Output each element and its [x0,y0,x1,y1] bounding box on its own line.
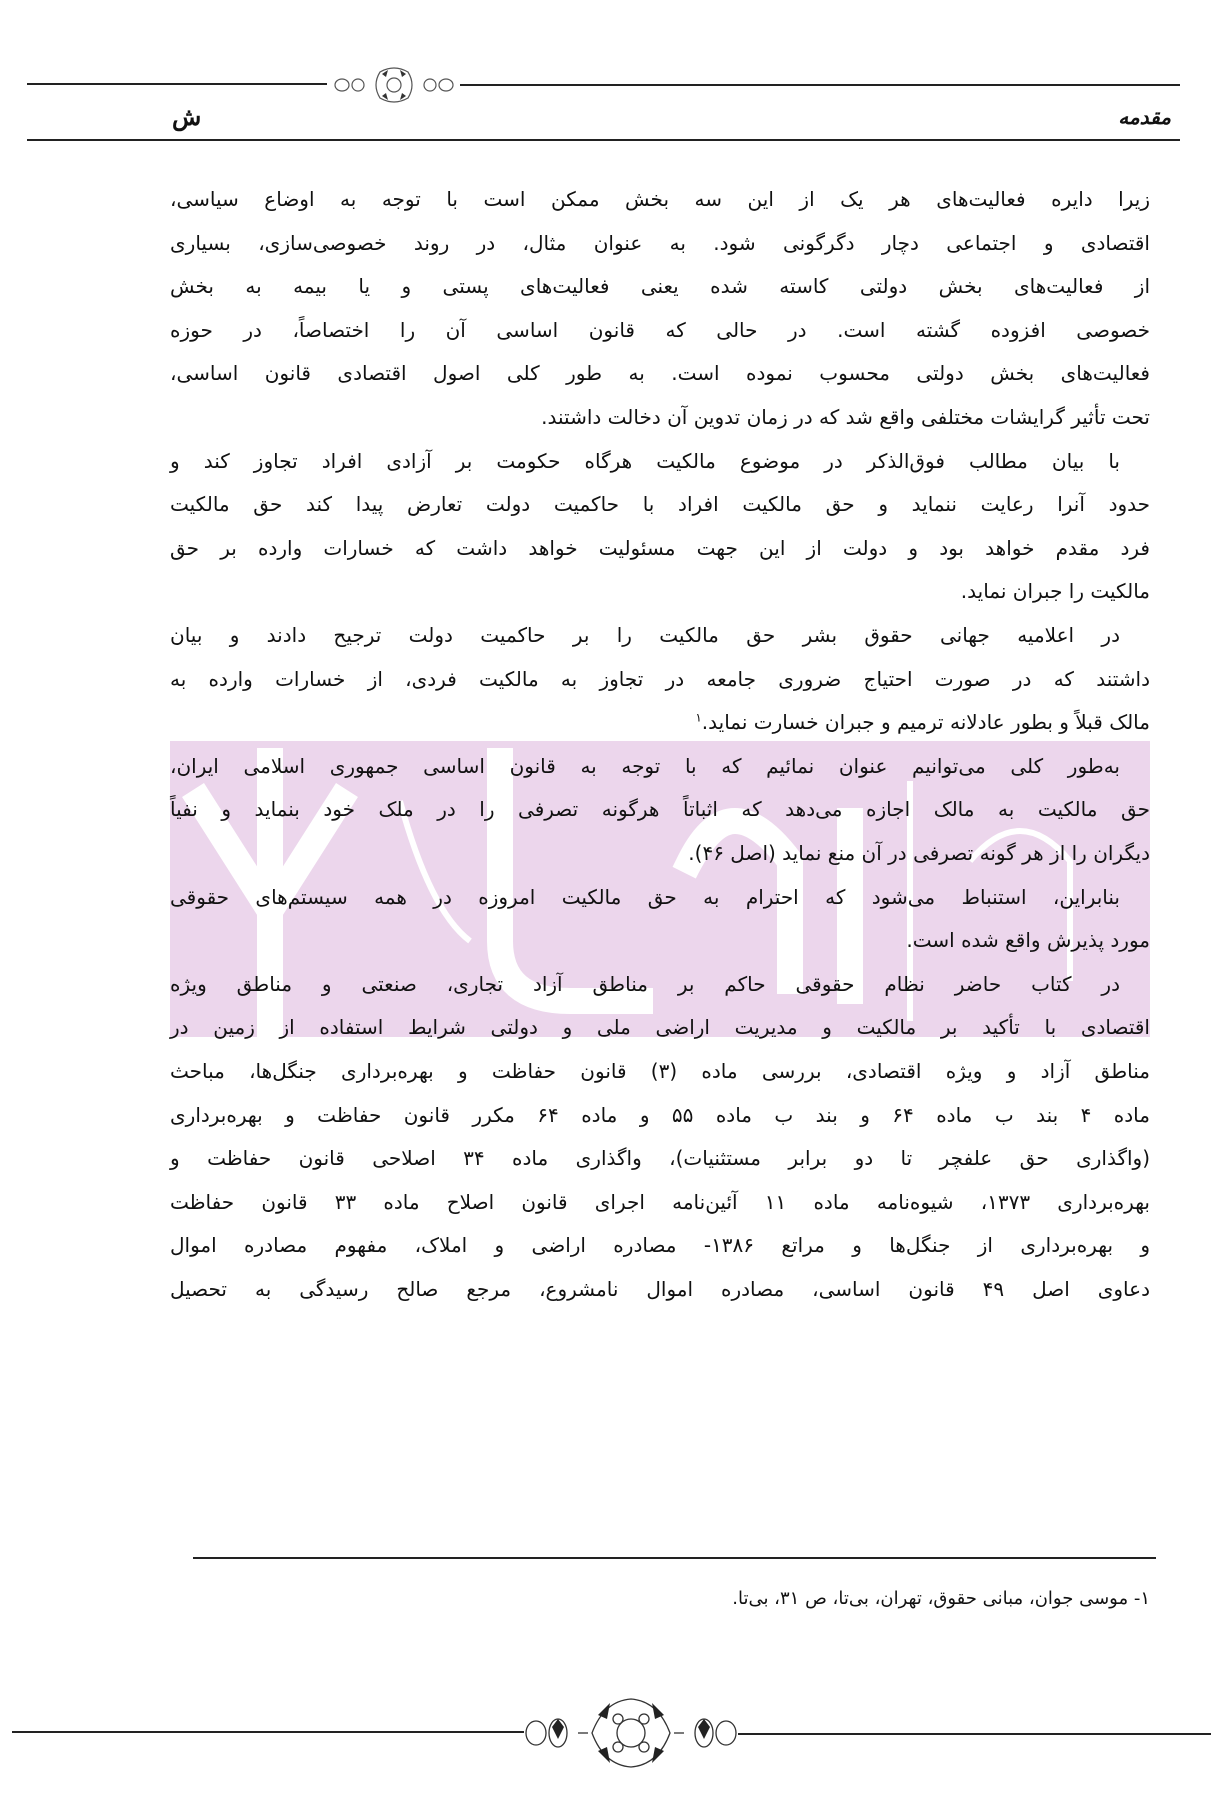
line-text: با بیان مطالب فوق‌الذکر در موضوع مالکیت هرگاه حکومت بر آزادی افراد تجاوز کند و [170,448,1120,473]
line-text: فعالیت‌های بخش دولتی محسوب نموده است. به طور کلی اصول اقتصادی قانون اساسی، [170,361,1150,386]
text-line [170,221,1150,265]
line-text: اقتصادی با تأکید بر مالکیت و مدیریت اراضی ملی و دولتی شرایط استفاده از زمین در [170,1015,1150,1040]
text-line [170,1136,1150,1180]
text-line [170,613,1150,657]
footer-ornament-icon [522,1695,740,1771]
line-text: در کتاب حاضر نظام حقوقی حاکم بر مناطق آزاد تجاری، صنعتی و مناطق ویژه [170,971,1120,996]
text-line [170,831,1150,875]
footnote-reference[interactable]: ۱ [695,710,702,725]
line-text: مالک قبلاً و بطور عادلانه ترمیم و جبران خسارت نماید. [701,710,1150,735]
text-line [170,308,1150,352]
text-line [170,787,1150,831]
text-line [170,482,1150,526]
text-line [170,1049,1150,1093]
line-text: بهره‌برداری ۱۳۷۳، شیوه‌نامه ماده ۱۱ آئین‌نامه اجرای قانون اصلاح ماده ۳۳ قانون حفاظت [170,1189,1150,1214]
text-line [170,1223,1150,1267]
text-line [170,569,1150,613]
line-text: در اعلامیه جهانی حقوق بشر حق مالکیت را بر حاکمیت دولت ترجیح دادند و بیان [170,623,1120,647]
page-letter: ش [172,102,202,131]
line-text: (واگذاری حق علفچر تا دو برابر مستثنیات)، واگذاری ماده ۳۴ اصلاحی قانون حفاظت و [170,1146,1150,1171]
text-line [170,962,1150,1006]
line-text: حق مالکیت به مالک اجازه می‌دهد که اثباتاً هرگونه تصرفی را در ملک خود بنماید و نفیاً [170,797,1150,822]
line-text: بنابراین، استنباط می‌شود که احترام به حق مالکیت امروزه در همه سیستم‌های حقوقی [170,884,1120,909]
line-text: داشتند که در صورت احتیاج ضروری جامعه در تجاوز به مالکیت فردی، از خسارات وارده به [170,666,1150,691]
line-text: زیرا دایره فعالیت‌های هر یک از این سه بخش ممکن است با توجه به اوضاع سیاسی، [170,187,1150,211]
line-text: دیگران را از هر گونه تصرفی در آن منع نماید (اصل ۴۶). [688,841,1150,865]
line-text: حدود آنرا رعایت ننماید و حق مالکیت افراد با حاکمیت دولت تعارض پیدا کند حق مالکیت [170,492,1150,517]
text-line [170,1005,1150,1049]
line-text: مورد پذیرش واقع شده است. [906,928,1150,953]
line-text: ماده ۴ بند ب ماده ۶۴ و بند ب ماده ۵۵ و ماده ۶۴ مکرر قانون حفاظت و بهره‌برداری [170,1102,1150,1127]
line-text: دعاوی اصل ۴۹ قانون اساسی، مصادره اموال نامشروع، مرجع صالح رسیدگی به تحصیل [170,1277,1150,1301]
text-line [170,395,1150,439]
footer-rule-left [12,1731,524,1733]
line-text: تحت تأثیر گرایشات مختلفی واقع شد که در زمان تدوین آن دخالت داشتند. [541,405,1150,429]
line-text: مناطق آزاد و ویژه اقتصادی، بررسی ماده (۳) قانون حفاظت و بهره‌برداری جنگل‌ها، مباحث [170,1059,1150,1083]
section-title: مقدمه [1118,105,1171,129]
text-line [170,1093,1150,1137]
text-line [170,657,1150,701]
line-text: از فعالیت‌های بخش دولتی کاسته شده یعنی فعالیت‌های پستی و یا بیمه به بخش [170,274,1150,299]
text-line [170,264,1150,308]
text-line [170,918,1150,962]
text-line [170,351,1150,395]
text-line [170,177,1150,221]
footer-rule-right [738,1733,1211,1735]
line-text: به‌طور کلی می‌توانیم عنوان نمائیم که با توجه به قانون اساسی جمهوری اسلامی ایران، [170,753,1120,778]
footnote: ۱- موسی جوان، مبانی حقوق، تهران، بی‌تا، ص ۳۱، بی‌تا. [732,1588,1150,1609]
text-line [170,875,1150,919]
text-line [170,700,1150,744]
line-text: مالکیت را جبران نماید. [960,579,1150,604]
line-text: اقتصادی و اجتماعی دچار دگرگونی شود. به عنوان مثال، در روند خصوصی‌سازی، بسیاری [170,230,1150,255]
footnote-separator [193,1557,1156,1559]
body-text [170,0,1150,1400]
text-line [170,526,1150,570]
line-text: فرد مقدم خواهد بود و دولت از این جهت مسئولیت خواهد داشت که خسارات وارده بر حق [170,535,1150,560]
text-line [170,1267,1150,1311]
line-text: و بهره‌برداری از جنگل‌ها و مراتع ۱۳۸۶- مصادره اراضی و املاک، مفهوم مصادره اموال [170,1233,1150,1258]
text-line [170,744,1150,788]
text-line [170,1180,1150,1224]
text-line [170,439,1150,483]
line-text: خصوصی افزوده گشته است. در حالی که قانون اساسی آن را اختصاصاً، در حوزه [170,317,1150,342]
